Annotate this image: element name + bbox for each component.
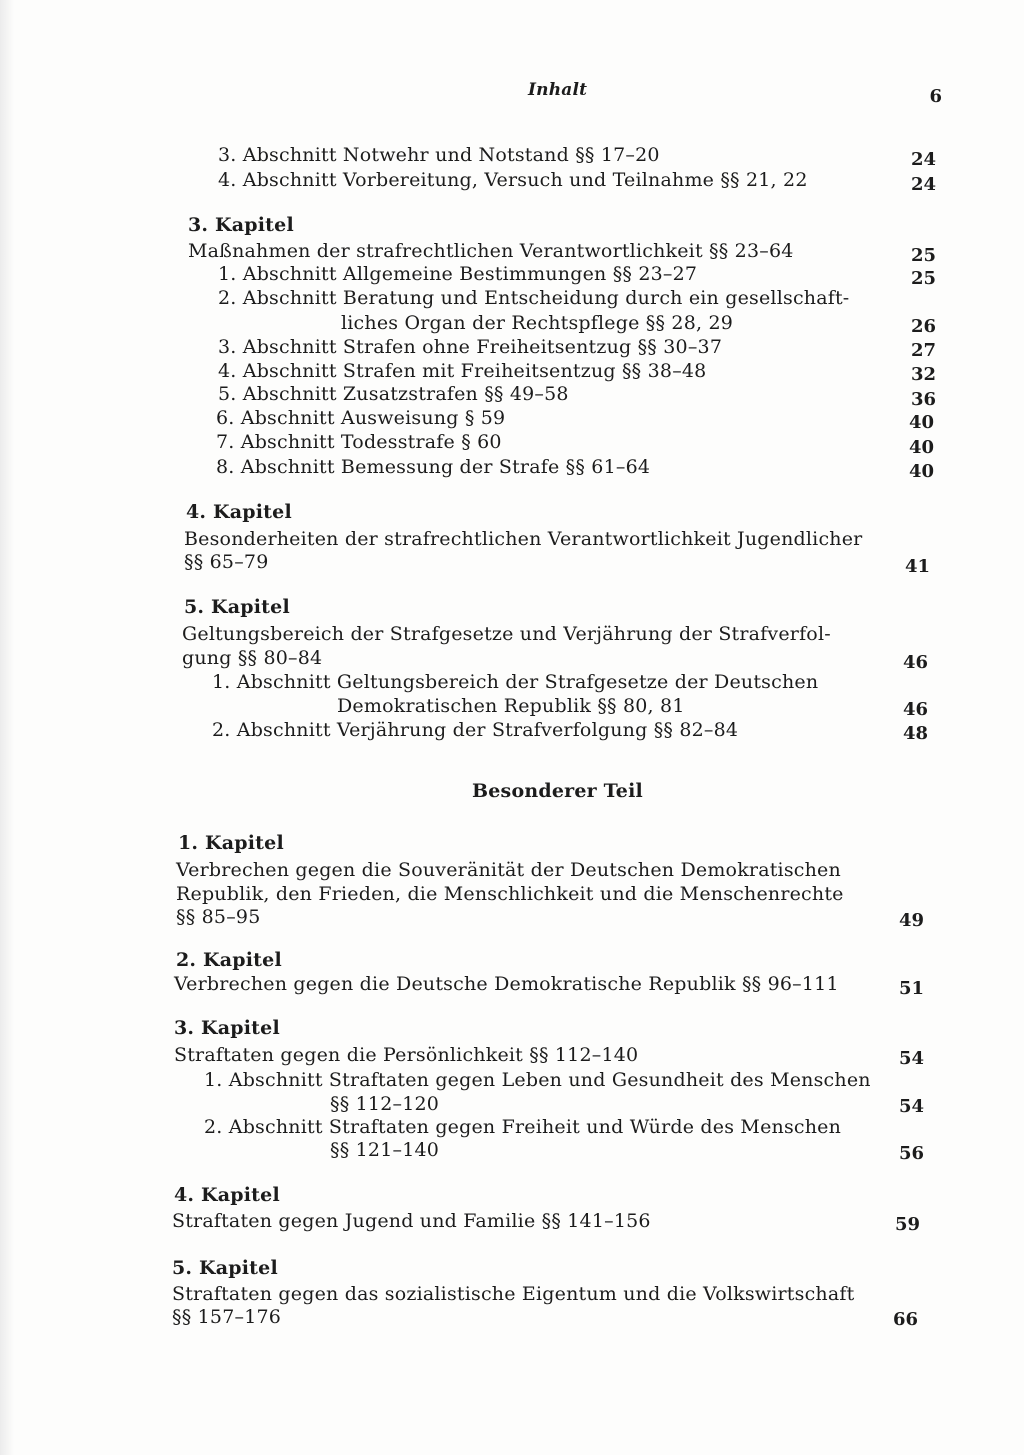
toc-page-number: 48 (902, 723, 928, 744)
toc-page-number: 26 (910, 316, 936, 337)
toc-page-number: 46 (902, 652, 928, 673)
toc-entry: 5. Abschnitt Zusatzstrafen §§ 49–58 (218, 383, 569, 405)
toc-page-number: 41 (904, 556, 930, 577)
chapter-title-continuation: gung §§ 80–84 (182, 647, 323, 669)
chapter-title: Straftaten gegen die Persönlichkeit §§ 112–140 (174, 1044, 639, 1066)
toc-page-number: 24 (910, 174, 936, 195)
toc-page-number: 40 (908, 412, 934, 433)
chapter-heading: 2. Kapitel (176, 949, 282, 971)
toc-entry: 1. Abschnitt Geltungsbereich der Strafgesetze der Deutschen (212, 671, 819, 693)
toc-entry: 6. Abschnitt Ausweisung § 59 (216, 407, 506, 429)
chapter-heading: 5. Kapitel (172, 1257, 278, 1279)
chapter-heading: 4. Kapitel (186, 501, 292, 523)
chapter-title-continuation: §§ 65–79 (184, 551, 269, 573)
toc-entry-continuation: §§ 121–140 (330, 1139, 440, 1161)
toc-page-number: 40 (908, 461, 934, 482)
toc-entry: 4. Abschnitt Strafen mit Freiheitsentzug §§ 38–48 (218, 360, 707, 382)
toc-entry: 2. Abschnitt Beratung und Entscheidung durch ein gesellschaft- (218, 287, 850, 309)
toc-entry-continuation: Demokratischen Republik §§ 80, 81 (337, 695, 685, 717)
toc-entry-continuation: §§ 112–120 (330, 1093, 440, 1115)
toc-entry-continuation: liches Organ der Rechtspflege §§ 28, 29 (341, 312, 734, 334)
chapter-title-continuation: §§ 157–176 (172, 1306, 282, 1328)
chapter-title-continuation: §§ 85–95 (176, 906, 261, 928)
chapter-title: Straftaten gegen Jugend und Familie §§ 141–156 (172, 1210, 651, 1232)
toc-page-number: 59 (894, 1214, 920, 1235)
toc-entry: 1. Abschnitt Allgemeine Bestimmungen §§ 23–27 (218, 263, 698, 285)
toc-page-number: 27 (910, 340, 936, 361)
page-number: 6 (929, 86, 942, 107)
toc-entry: 7. Abschnitt Todesstrafe § 60 (216, 431, 502, 453)
toc-page-number: 51 (898, 978, 924, 999)
toc-page-number: 25 (910, 268, 936, 289)
toc-page-number: 32 (910, 364, 936, 385)
chapter-heading: 4. Kapitel (174, 1184, 280, 1206)
toc-page-number: 56 (898, 1143, 924, 1164)
toc-page-number: 46 (902, 699, 928, 720)
part-heading: Besonderer Teil (472, 780, 643, 802)
chapter-title: Verbrechen gegen die Deutsche Demokratische Republik §§ 96–111 (174, 973, 839, 995)
toc-entry: 3. Abschnitt Notwehr und Notstand §§ 17–20 (218, 144, 660, 166)
running-header-title: Inhalt (528, 80, 588, 100)
toc-page-number: 49 (898, 910, 924, 931)
chapter-title-continuation: Republik, den Frieden, die Menschlichkeit und die Menschenrechte (176, 883, 844, 905)
toc-page-number: 66 (892, 1309, 918, 1330)
chapter-heading: 3. Kapitel (174, 1017, 280, 1039)
toc-page-number: 40 (908, 437, 934, 458)
toc-entry: 8. Abschnitt Bemessung der Strafe §§ 61–64 (216, 456, 651, 478)
toc-entry: 3. Abschnitt Strafen ohne Freiheitsentzug §§ 30–37 (218, 336, 723, 358)
toc-page-number: 36 (910, 389, 936, 410)
toc-page-number: 54 (898, 1048, 924, 1069)
toc-entry: 2. Abschnitt Verjährung der Strafverfolgung §§ 82–84 (212, 719, 739, 741)
page-edge (0, 0, 14, 1455)
toc-page-number: 54 (898, 1096, 924, 1117)
chapter-title: Besonderheiten der strafrechtlichen Verantwortlichkeit Jugendlicher (184, 528, 863, 550)
chapter-title: Verbrechen gegen die Souveränität der Deutschen Demokratischen (176, 859, 841, 881)
toc-page-number: 25 (910, 245, 936, 266)
toc-page-number: 24 (910, 149, 936, 170)
chapter-title: Geltungsbereich der Strafgesetze und Verjährung der Strafverfol- (182, 623, 831, 645)
chapter-title: Maßnahmen der strafrechtlichen Verantwortlichkeit §§ 23–64 (188, 240, 794, 262)
toc-entry: 4. Abschnitt Vorbereitung, Versuch und Teilnahme §§ 21, 22 (218, 169, 808, 191)
chapter-heading: 3. Kapitel (188, 214, 294, 236)
toc-entry: 2. Abschnitt Straftaten gegen Freiheit und Würde des Menschen (204, 1116, 842, 1138)
chapter-title: Straftaten gegen das sozialistische Eigentum und die Volkswirtschaft (172, 1283, 855, 1305)
toc-entry: 1. Abschnitt Straftaten gegen Leben und Gesundheit des Menschen (204, 1069, 871, 1091)
chapter-heading: 1. Kapitel (178, 832, 284, 854)
chapter-heading: 5. Kapitel (184, 596, 290, 618)
